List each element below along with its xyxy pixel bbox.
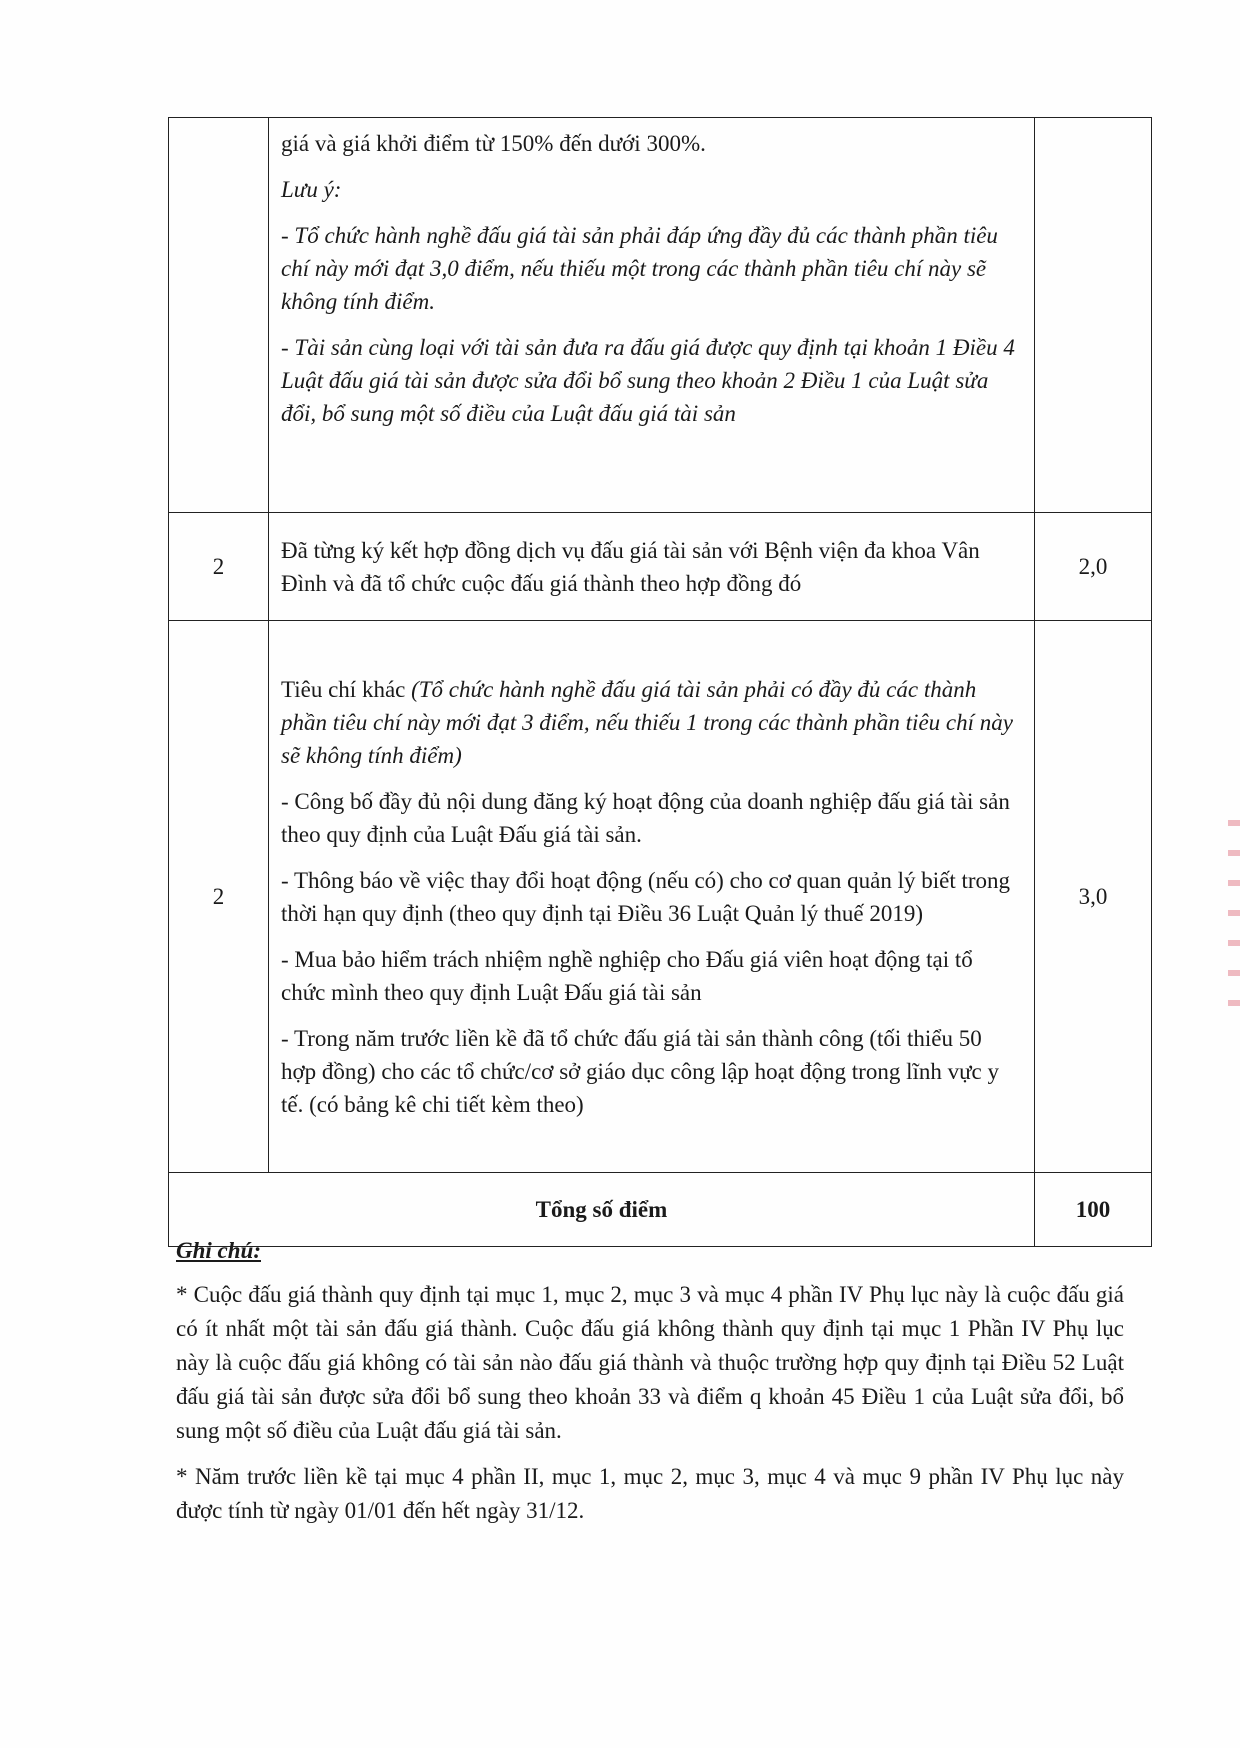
row-score-cell: 2,0	[1035, 513, 1152, 621]
row-description-cell	[269, 621, 1035, 1173]
note-label: Lưu ý:	[281, 177, 342, 202]
criteria-table	[168, 117, 1152, 1247]
row-number-cell: 2	[169, 513, 269, 621]
criterion-intro	[281, 673, 1020, 772]
table-row	[169, 621, 1152, 1173]
stamp-edge-mark	[1228, 820, 1240, 1010]
criterion-intro-label: Tiêu chí khác	[281, 676, 406, 702]
criterion-item: - Mua bảo hiểm trách nhiệm nghề nghiệp cho Đấu giá viên hoạt động tại tổ chức mình theo quy định Luật Đấu giá tài sản	[281, 946, 973, 1005]
row-score-cell	[1035, 118, 1152, 513]
criterion-description: Đã từng ký kết hợp đồng dịch vụ đấu giá tài sản với Bệnh viện đa khoa Vân Đình và đã tổ chức cuộc đấu giá thành theo hợp đồng đó	[281, 537, 980, 596]
note-paragraph: * Năm trước liền kề tại mục 4 phần II, mục 1, mục 2, mục 3, mục 4 và mục 9 phần IV Phụ lục này được tính từ ngày 01/01 đến hết ngày 31/12.	[176, 1464, 1124, 1523]
criterion-item: - Thông báo về việc thay đổi hoạt động (nếu có) cho cơ quan quản lý biết trong thời hạn quy định (theo quy định tại Điều 36 Luật Quản lý thuế 2019)	[281, 867, 1011, 926]
row-score-cell: 3,0	[1035, 621, 1152, 1173]
criterion-intro-note: (Tổ chức hành nghề đấu giá tài sản phải có đầy đủ các thành phần tiêu chí này mới đạt 3 điểm, nếu thiếu 1 trong các thành phần tiêu chí này sẽ không tính điểm)	[281, 676, 1013, 768]
criterion-item: - Trong năm trước liền kề đã tổ chức đấu giá tài sản thành công (tối thiểu 50 hợp đồng) cho các tổ chức/cơ sở giáo dục công lập hoạt động trong lĩnh vực y tế. (có bảng kê chi tiết kèm theo)	[281, 1025, 1000, 1117]
criterion-item: - Công bố đầy đủ nội dung đăng ký hoạt động của doanh nghiệp đấu giá tài sản theo quy định của Luật Đấu giá tài sản.	[281, 788, 1010, 847]
note-paragraph: * Cuộc đấu giá thành quy định tại mục 1, mục 2, mục 3 và mục 4 phần IV Phụ lục này là cuộc đấu giá có ít nhất một tài sản đấu giá thành. Cuộc đấu giá không thành quy định tại mục 1 Phần IV Phụ lục này là cuộc đấu giá không có tài sản nào đấu giá thành và thuộc trường hợp quy định tại Điều 52 Luật đấu giá tài sản được sửa đổi bổ sung theo khoản 33 và điểm q khoản 45 Điều 1 của Luật sửa đổi, bổ sung một số điều của Luật đấu giá tài sản.	[176, 1282, 1124, 1443]
row-number-cell	[169, 118, 269, 513]
row-description-cell	[269, 513, 1035, 621]
total-score: 100	[1035, 1173, 1152, 1247]
row-number-cell: 2	[169, 621, 269, 1173]
notes-heading: Ghi chú:	[176, 1238, 261, 1263]
note-item: - Tài sản cùng loại với tài sản đưa ra đấu giá được quy định tại khoản 1 Điều 4 Luật đấu giá tài sản được sửa đổi bổ sung theo khoản 2 Điều 1 của Luật sửa đổi, bổ sung một số điều của Luật đấu giá tài sản	[281, 335, 1015, 426]
table-row	[169, 118, 1152, 513]
table-row	[169, 513, 1152, 621]
description-line: giá và giá khởi điểm từ 150% đến dưới 300%.	[281, 131, 706, 156]
row-description-cell	[269, 118, 1035, 513]
note-item: - Tổ chức hành nghề đấu giá tài sản phải đáp ứng đầy đủ các thành phần tiêu chí này mới đạt 3,0 điểm, nếu thiếu một trong các thành phần tiêu chí này sẽ không tính điểm.	[281, 223, 998, 314]
notes-section	[176, 1234, 1124, 1540]
total-label: Tổng số điểm	[169, 1173, 1035, 1247]
